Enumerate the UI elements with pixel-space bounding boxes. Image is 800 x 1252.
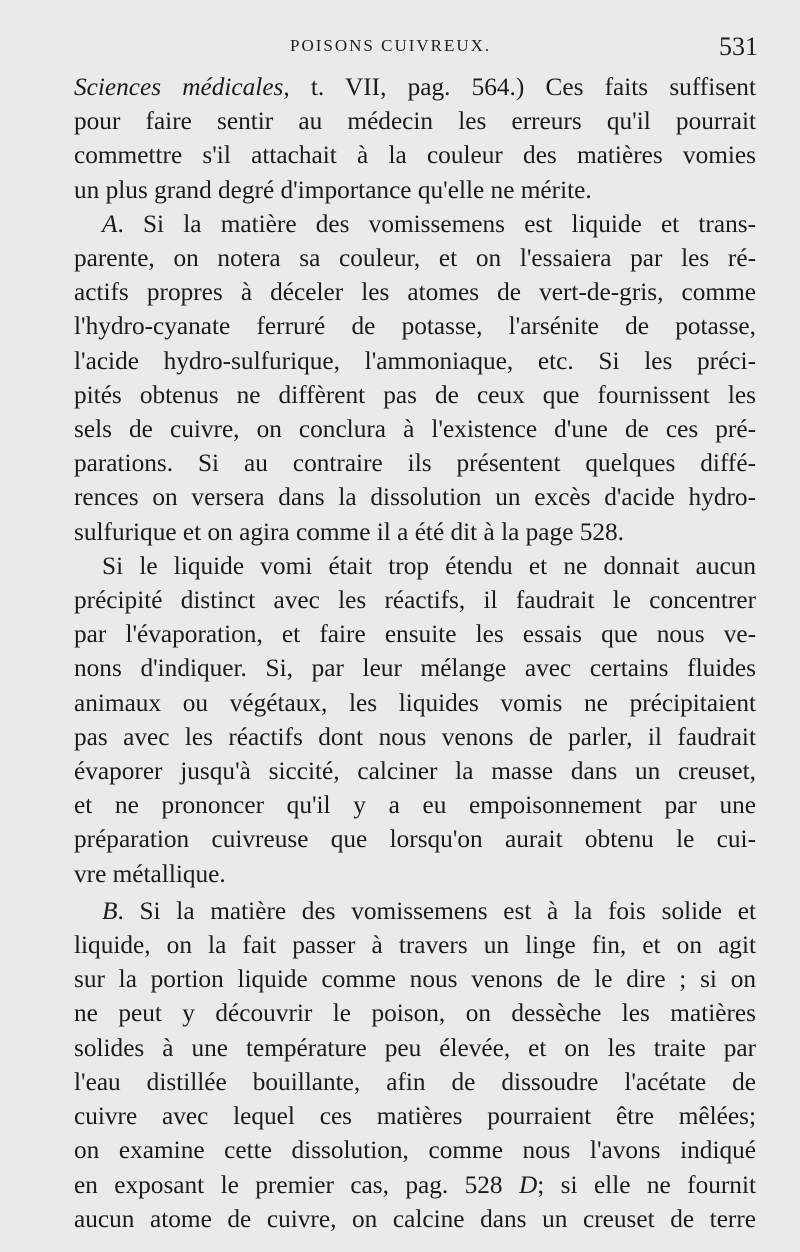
text-line: l'eau distillée bouillante, afin de dissoudre l'acétate de [74, 1067, 756, 1096]
text-line: l'acide hydro-sulfurique, l'ammoniaque, etc. Si les préci- [74, 346, 756, 375]
section-letter-b: B [102, 896, 118, 925]
line-text: ; si elle ne fournit [537, 1170, 757, 1199]
text-line: par l'évaporation, et faire ensuite les essais que nous ve- [74, 620, 756, 649]
text-line: évaporer jusqu'à siccité, calciner la masse dans un creuset, [74, 757, 756, 786]
text-line: cuivre avec lequel ces matières pourraient être mêlées; [74, 1102, 756, 1131]
citation-title: Sciences médicales [74, 73, 284, 101]
text-line: nons d'indiquer. Si, par leur mélange avec certains fluides [74, 654, 756, 683]
text-line: pas avec les réactifs dont nous venons de parler, il faudrait [74, 722, 756, 751]
text-line: on examine cette dissolution, comme nous l'avons indiqué [74, 1136, 756, 1165]
paragraph-first-line: Si le liquide vomi était trop étendu et ne donnait aucun [102, 551, 756, 580]
text-line: solides à une température peu élevée, et on les traite par [74, 1033, 756, 1062]
body-text [74, 70, 756, 1236]
text-line: pités obtenus ne diffèrent pas de ceux que fournissent les [74, 380, 756, 409]
reference-letter-d: D [518, 1170, 538, 1199]
text-line: précipité distinct avec les réactifs, il faudrait le concentrer [74, 586, 756, 615]
text-line: un plus grand degré d'importance qu'elle ne mérite. [74, 175, 592, 204]
running-head: POISONS CUIVREUX. [290, 36, 492, 55]
text-line: aucun atome de cuivre, on calcine dans un creuset de terre [74, 1204, 756, 1233]
text-line: actifs propres à déceler les atomes de vert-de-gris, comme [74, 278, 756, 307]
section-letter-a: A [102, 209, 118, 238]
line-text: , t. VII, pag. 564.) Ces faits suffisent [283, 73, 756, 101]
text-line: sels de cuivre, on conclura à l'existence d'une de ces pré- [74, 415, 756, 444]
page-header [0, 34, 800, 64]
text-line: préparation cuivreuse que lorsqu'on aurait obtenu le cui- [74, 825, 756, 854]
paragraph-a-first-line [74, 207, 756, 241]
line-text: . Si la matière des vomissemens est liquide et trans- [117, 209, 756, 238]
text-line: parente, on notera sa couleur, et on l'essaiera par les ré- [74, 244, 756, 273]
line-text: en exposant le premier cas, pag. 528 [74, 1170, 519, 1199]
text-line: rences on versera dans la dissolution un excès d'acide hydro- [74, 483, 756, 512]
text-line [74, 1168, 756, 1202]
text-line [74, 70, 756, 104]
text-line: commettre s'il attachait à la couleur des matières vomies [74, 141, 756, 170]
line-text: . Si la matière des vomissemens est à la fois solide et [117, 896, 756, 925]
text-line: l'hydro-cyanate ferruré de potasse, l'arsénite de potasse, [74, 312, 756, 341]
page-number: 531 [719, 32, 758, 61]
text-line: et ne prononcer qu'il y a eu empoisonnement par une [74, 791, 756, 820]
paragraph-b-first-line [74, 894, 756, 928]
text-line: pour faire sentir au médecin les erreurs qu'il pourrait [74, 107, 756, 136]
text-line: vre métallique. [74, 859, 226, 888]
text-line: sulfurique et on agira comme il a été dit à la page 528. [74, 517, 625, 546]
text-line: animaux ou végétaux, les liquides vomis ne précipitaient [74, 688, 756, 717]
text-line: liquide, on la fait passer à travers un linge fin, et on agit [74, 931, 756, 960]
text-line: parations. Si au contraire ils présentent quelques diffé- [74, 449, 756, 478]
text-line: ne peut y découvrir le poison, on dessèche les matières [74, 999, 756, 1028]
text-line: sur la portion liquide comme nous venons de le dire ; si on [74, 965, 756, 994]
